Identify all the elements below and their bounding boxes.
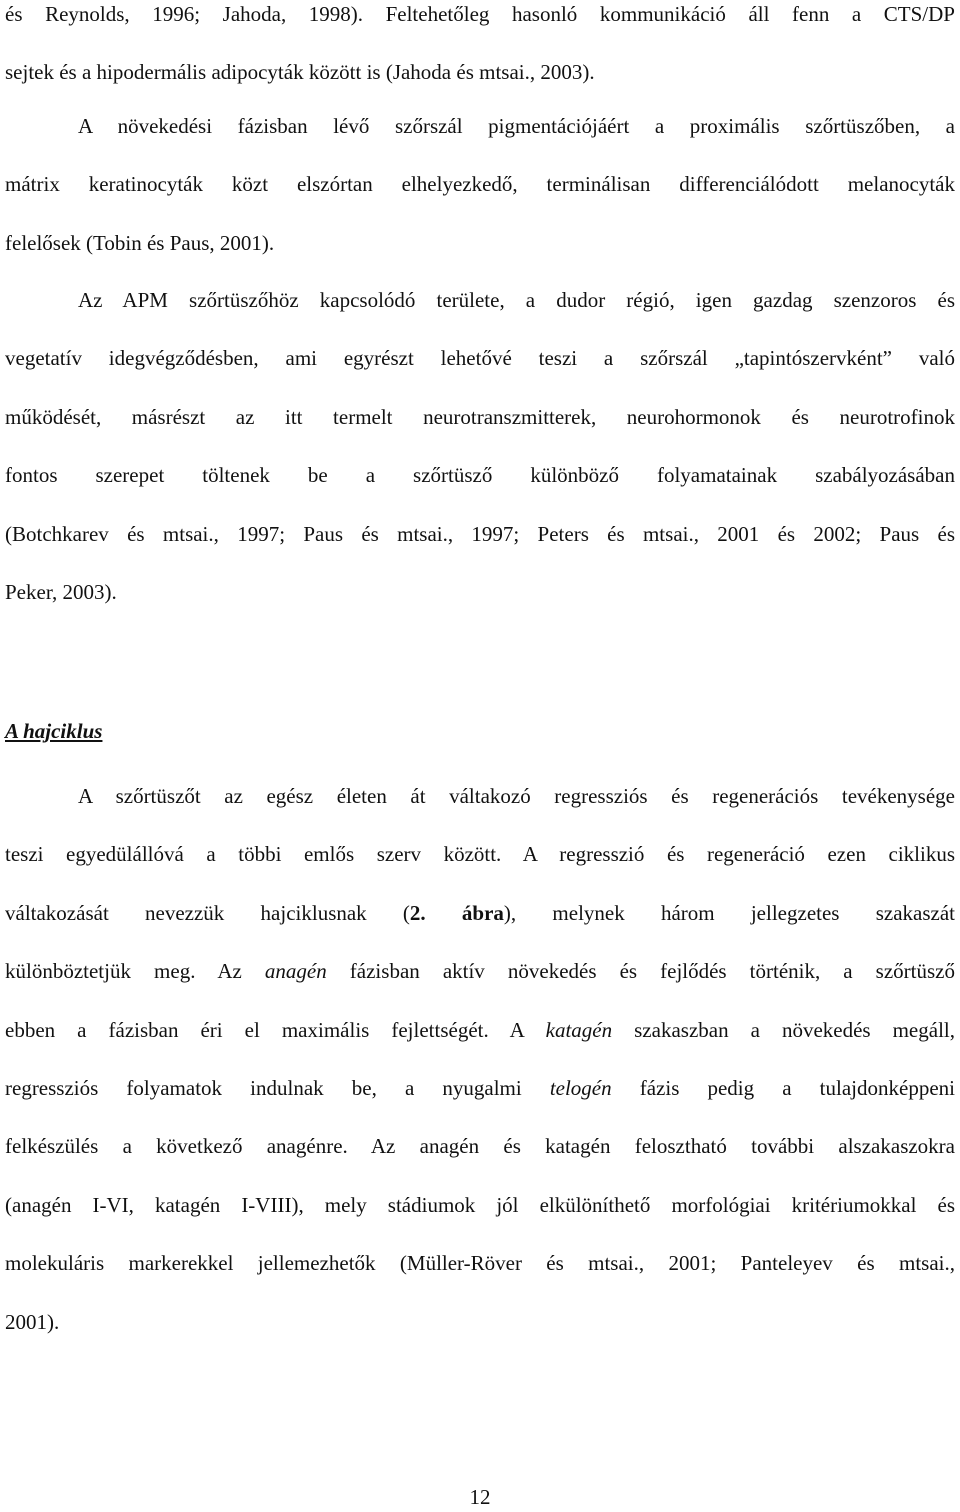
term-telogen: telogén — [549, 1076, 612, 1101]
term-anagen: anagén — [264, 959, 327, 984]
figure-reference-number: 2. — [409, 900, 426, 925]
figure-reference-label: ábra — [461, 900, 504, 925]
text-line: A növekedési fázisban lévő szőrszál pigmentációjáért a proximális szőrtüszőben, a — [78, 114, 955, 138]
text-line: (anagén I-VI, katagén I-VIII), mely stádiumok jól elkülöníthető morfológiai kritériumokkal és — [5, 1192, 955, 1217]
text-line — [5, 1059, 955, 1117]
text-line: sejtek és a hipodermális adipocyták között is (Jahoda és mtsai., 2003). — [5, 60, 595, 85]
text-segment: fázis pedig a tulajdonképpeni — [611, 1076, 955, 1101]
text-segment: ebben a fázisban éri el maximális fejlettségét. A — [5, 1017, 546, 1042]
section-heading: A hajciklus — [5, 719, 103, 743]
paragraph-continuation — [5, 0, 955, 102]
page-number: 12 — [469, 1485, 491, 1509]
text-line: molekuláris markerekkel jellemezhetők (Müller-Röver és mtsai., 2001; Panteleyev és mtsai., — [5, 1251, 955, 1276]
text-line: felkészülés a következő anagénre. Az anagén és katagén felosztható további alszakaszokra — [5, 1134, 955, 1159]
text-line: Az APM szőrtüszőhöz kapcsolódó területe, a dudor régió, igen gazdag szenzoros és — [78, 288, 955, 312]
text-line: felelősek (Tobin és Paus, 2001). — [5, 230, 275, 255]
paragraph-apm — [5, 271, 955, 621]
text-line: mátrix keratinocyták közt elszórtan elhelyezkedő, terminálisan differenciálódott melanocyták — [5, 172, 955, 197]
text-segment: különböztetjük meg. Az — [5, 959, 265, 984]
text-line — [5, 1001, 955, 1059]
text-segment: szakaszban a növekedés megáll, — [612, 1017, 955, 1042]
text-line: Peker, 2003). — [5, 580, 117, 605]
text-line: és Reynolds, 1996; Jahoda, 1998). Feltehetőleg hasonló kommunikáció áll fenn a CTS/DP — [5, 2, 955, 26]
text-line: fontos szerepet töltenek be a szőrtüsző különböző folyamatainak szabályozásában — [5, 463, 955, 488]
text-line: (Botchkarev és mtsai., 1997; Paus és mtsai., 1997; Peters és mtsai., 2001 és 2002; Paus és — [5, 521, 955, 546]
text-segment: ), melynek három jellegzetes szakaszát — [503, 900, 955, 925]
text-segment — [426, 901, 462, 925]
paragraph-pigmentation — [5, 97, 955, 272]
text-segment: váltakozását nevezzük hajciklusnak ( — [5, 900, 410, 925]
text-line: A szőrtüszőt az egész életen át váltakozó regressziós és regenerációs tevékenysége — [78, 784, 955, 808]
text-line — [5, 884, 955, 942]
text-segment: fázisban aktív növekedés és fejlődés történik, a szőrtüsző — [326, 959, 955, 984]
text-line: 2001). — [5, 1309, 60, 1334]
text-line: vegetatív idegvégződésben, ami egyrészt lehetővé teszi a szőrszál „tapintószervként” való — [5, 346, 955, 371]
text-line: működését, másrészt az itt termelt neurotranszmitterek, neurohormonok és neurotrofinok — [5, 404, 955, 429]
term-katagen: katagén — [545, 1017, 613, 1042]
text-segment: regressziós folyamatok indulnak be, a nyugalmi — [5, 1076, 550, 1101]
text-line: teszi egyedülállóvá a többi emlős szerv között. A regresszió és regeneráció ezen ciklikus — [5, 842, 955, 867]
paragraph-hair-cycle — [5, 767, 955, 1351]
text-line — [5, 942, 955, 1000]
